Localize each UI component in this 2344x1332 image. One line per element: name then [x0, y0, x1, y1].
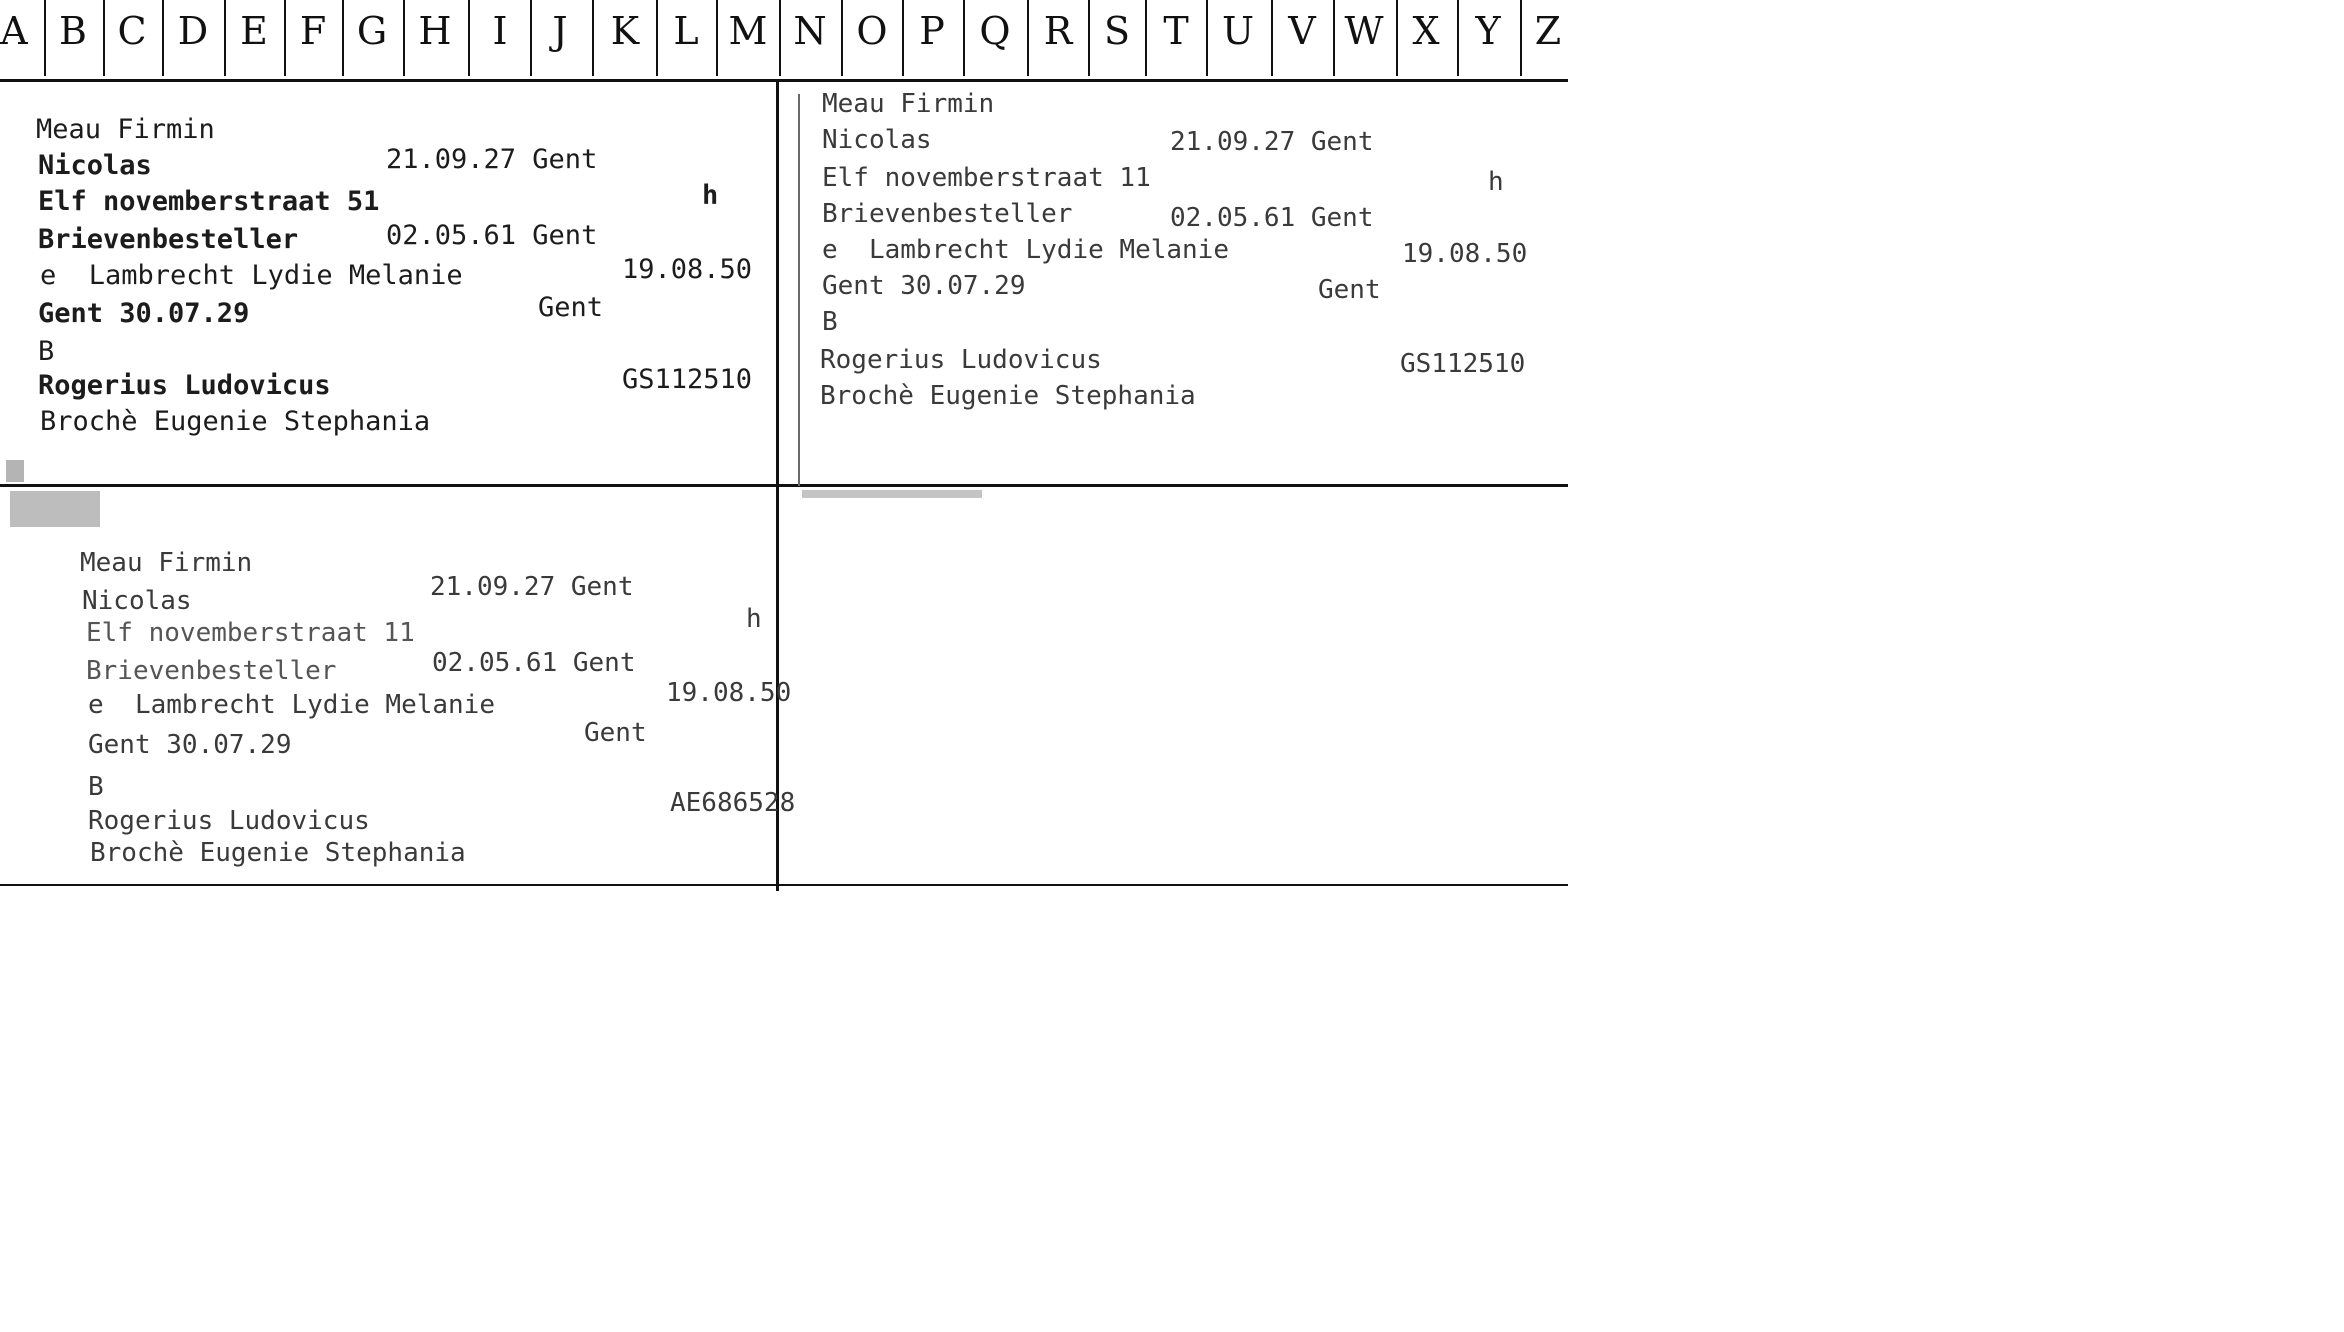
- index-letter-l: L: [673, 9, 699, 53]
- scan-noise: [6, 460, 24, 482]
- card-mother: Brochè Eugenie Stephania: [820, 381, 1196, 411]
- card-father: Rogerius Ludovicus: [38, 370, 331, 401]
- index-letter-x: X: [1412, 9, 1440, 53]
- card-father: Rogerius Ludovicus: [88, 806, 370, 836]
- card-marker: h: [702, 180, 719, 211]
- card-spouse: e Lambrecht Lydie Melanie: [40, 260, 463, 291]
- index-letter-m: M: [728, 9, 768, 53]
- index-letter-b: B: [59, 9, 87, 53]
- card-spouse-birth: Gent 30.07.29: [88, 730, 292, 760]
- index-letter-e: E: [240, 9, 268, 53]
- index-letter-o: O: [856, 9, 888, 53]
- index-letter-p: P: [919, 9, 945, 53]
- record-card-3: [0, 487, 796, 884]
- card-code: GS112510: [1400, 349, 1526, 379]
- card-date2: 02.05.61 Gent: [386, 220, 598, 251]
- card-name: Meau Firmin: [80, 548, 253, 578]
- card-letter: B: [38, 336, 55, 367]
- index-letter-v: V: [1288, 9, 1316, 53]
- bottom-rule: [0, 884, 1568, 886]
- index-letter-n: N: [793, 9, 827, 53]
- index-letter-f: F: [299, 9, 327, 53]
- card-marriage-date: 19.08.50: [1402, 239, 1528, 269]
- card-letter: B: [88, 772, 104, 802]
- scan-noise: [10, 491, 100, 527]
- record-card-1: [0, 80, 776, 484]
- index-letter-k: K: [610, 9, 640, 53]
- card-name: Meau Firmin: [36, 114, 215, 145]
- card-first-names: Nicolas: [82, 586, 192, 616]
- card-occupation: Brievenbesteller: [822, 199, 1073, 229]
- scan-noise: [802, 490, 982, 498]
- index-letter-c: C: [117, 9, 147, 53]
- card-marriage-date: 19.08.50: [666, 678, 792, 708]
- card-birth: 21.09.27 Gent: [1170, 127, 1374, 157]
- card-marker: h: [1488, 167, 1504, 197]
- card-name: Meau Firmin: [822, 89, 995, 119]
- index-letter-a: A: [0, 9, 28, 53]
- index-letter-y: Y: [1475, 9, 1501, 53]
- column-divider-rule: [776, 80, 779, 891]
- card-date2: 02.05.61 Gent: [1170, 203, 1374, 233]
- card-birth: 21.09.27 Gent: [430, 572, 634, 602]
- index-divider: [592, 0, 594, 76]
- card-marker: h: [746, 604, 762, 634]
- alphabet-index-header: [0, 0, 1568, 80]
- card-code: GS112510: [622, 364, 753, 395]
- index-letter-g: G: [356, 9, 388, 53]
- card-address: Elf novemberstraat 11: [86, 618, 415, 648]
- card-mother: Brochè Eugenie Stephania: [40, 406, 431, 437]
- index-letter-h: H: [418, 9, 452, 53]
- index-letter-j: J: [552, 9, 568, 53]
- index-letter-t: T: [1163, 9, 1189, 53]
- card-occupation: Brievenbesteller: [86, 656, 337, 686]
- index-letter-r: R: [1043, 9, 1073, 53]
- record-card-2: [780, 80, 1568, 484]
- card-spouse: e Lambrecht Lydie Melanie: [88, 690, 495, 720]
- card-first-names: Nicolas: [822, 125, 932, 155]
- card-spouse-birth: Gent 30.07.29: [38, 298, 250, 329]
- card-first-names: Nicolas: [38, 150, 152, 181]
- index-letter-i: I: [492, 9, 508, 53]
- card-mother: Brochè Eugenie Stephania: [90, 838, 466, 868]
- index-letter-q: Q: [979, 9, 1011, 53]
- card-code: AE686528: [670, 788, 796, 818]
- card-spouse-birth-place: Gent: [538, 292, 604, 323]
- card-spouse-birth: Gent 30.07.29: [822, 271, 1026, 301]
- card-birth: 21.09.27 Gent: [386, 144, 598, 175]
- index-letter-u: U: [1221, 9, 1255, 53]
- card-address: Elf novemberstraat 11: [822, 163, 1151, 193]
- card-date2: 02.05.61 Gent: [432, 648, 636, 678]
- index-letter-z: Z: [1534, 9, 1562, 53]
- index-letter-s: S: [1103, 9, 1131, 53]
- card-address: Elf novemberstraat 51: [38, 186, 380, 217]
- index-letter-w: W: [1344, 9, 1384, 53]
- card-spouse-birth-place: Gent: [1318, 275, 1381, 305]
- index-letter-d: D: [177, 9, 209, 53]
- card-father: Rogerius Ludovicus: [820, 345, 1102, 375]
- card-letter: B: [822, 307, 838, 337]
- card-spouse: e Lambrecht Lydie Melanie: [822, 235, 1229, 265]
- card-marriage-date: 19.08.50: [622, 254, 753, 285]
- card-spouse-birth-place: Gent: [584, 718, 647, 748]
- card-occupation: Brievenbesteller: [38, 224, 299, 255]
